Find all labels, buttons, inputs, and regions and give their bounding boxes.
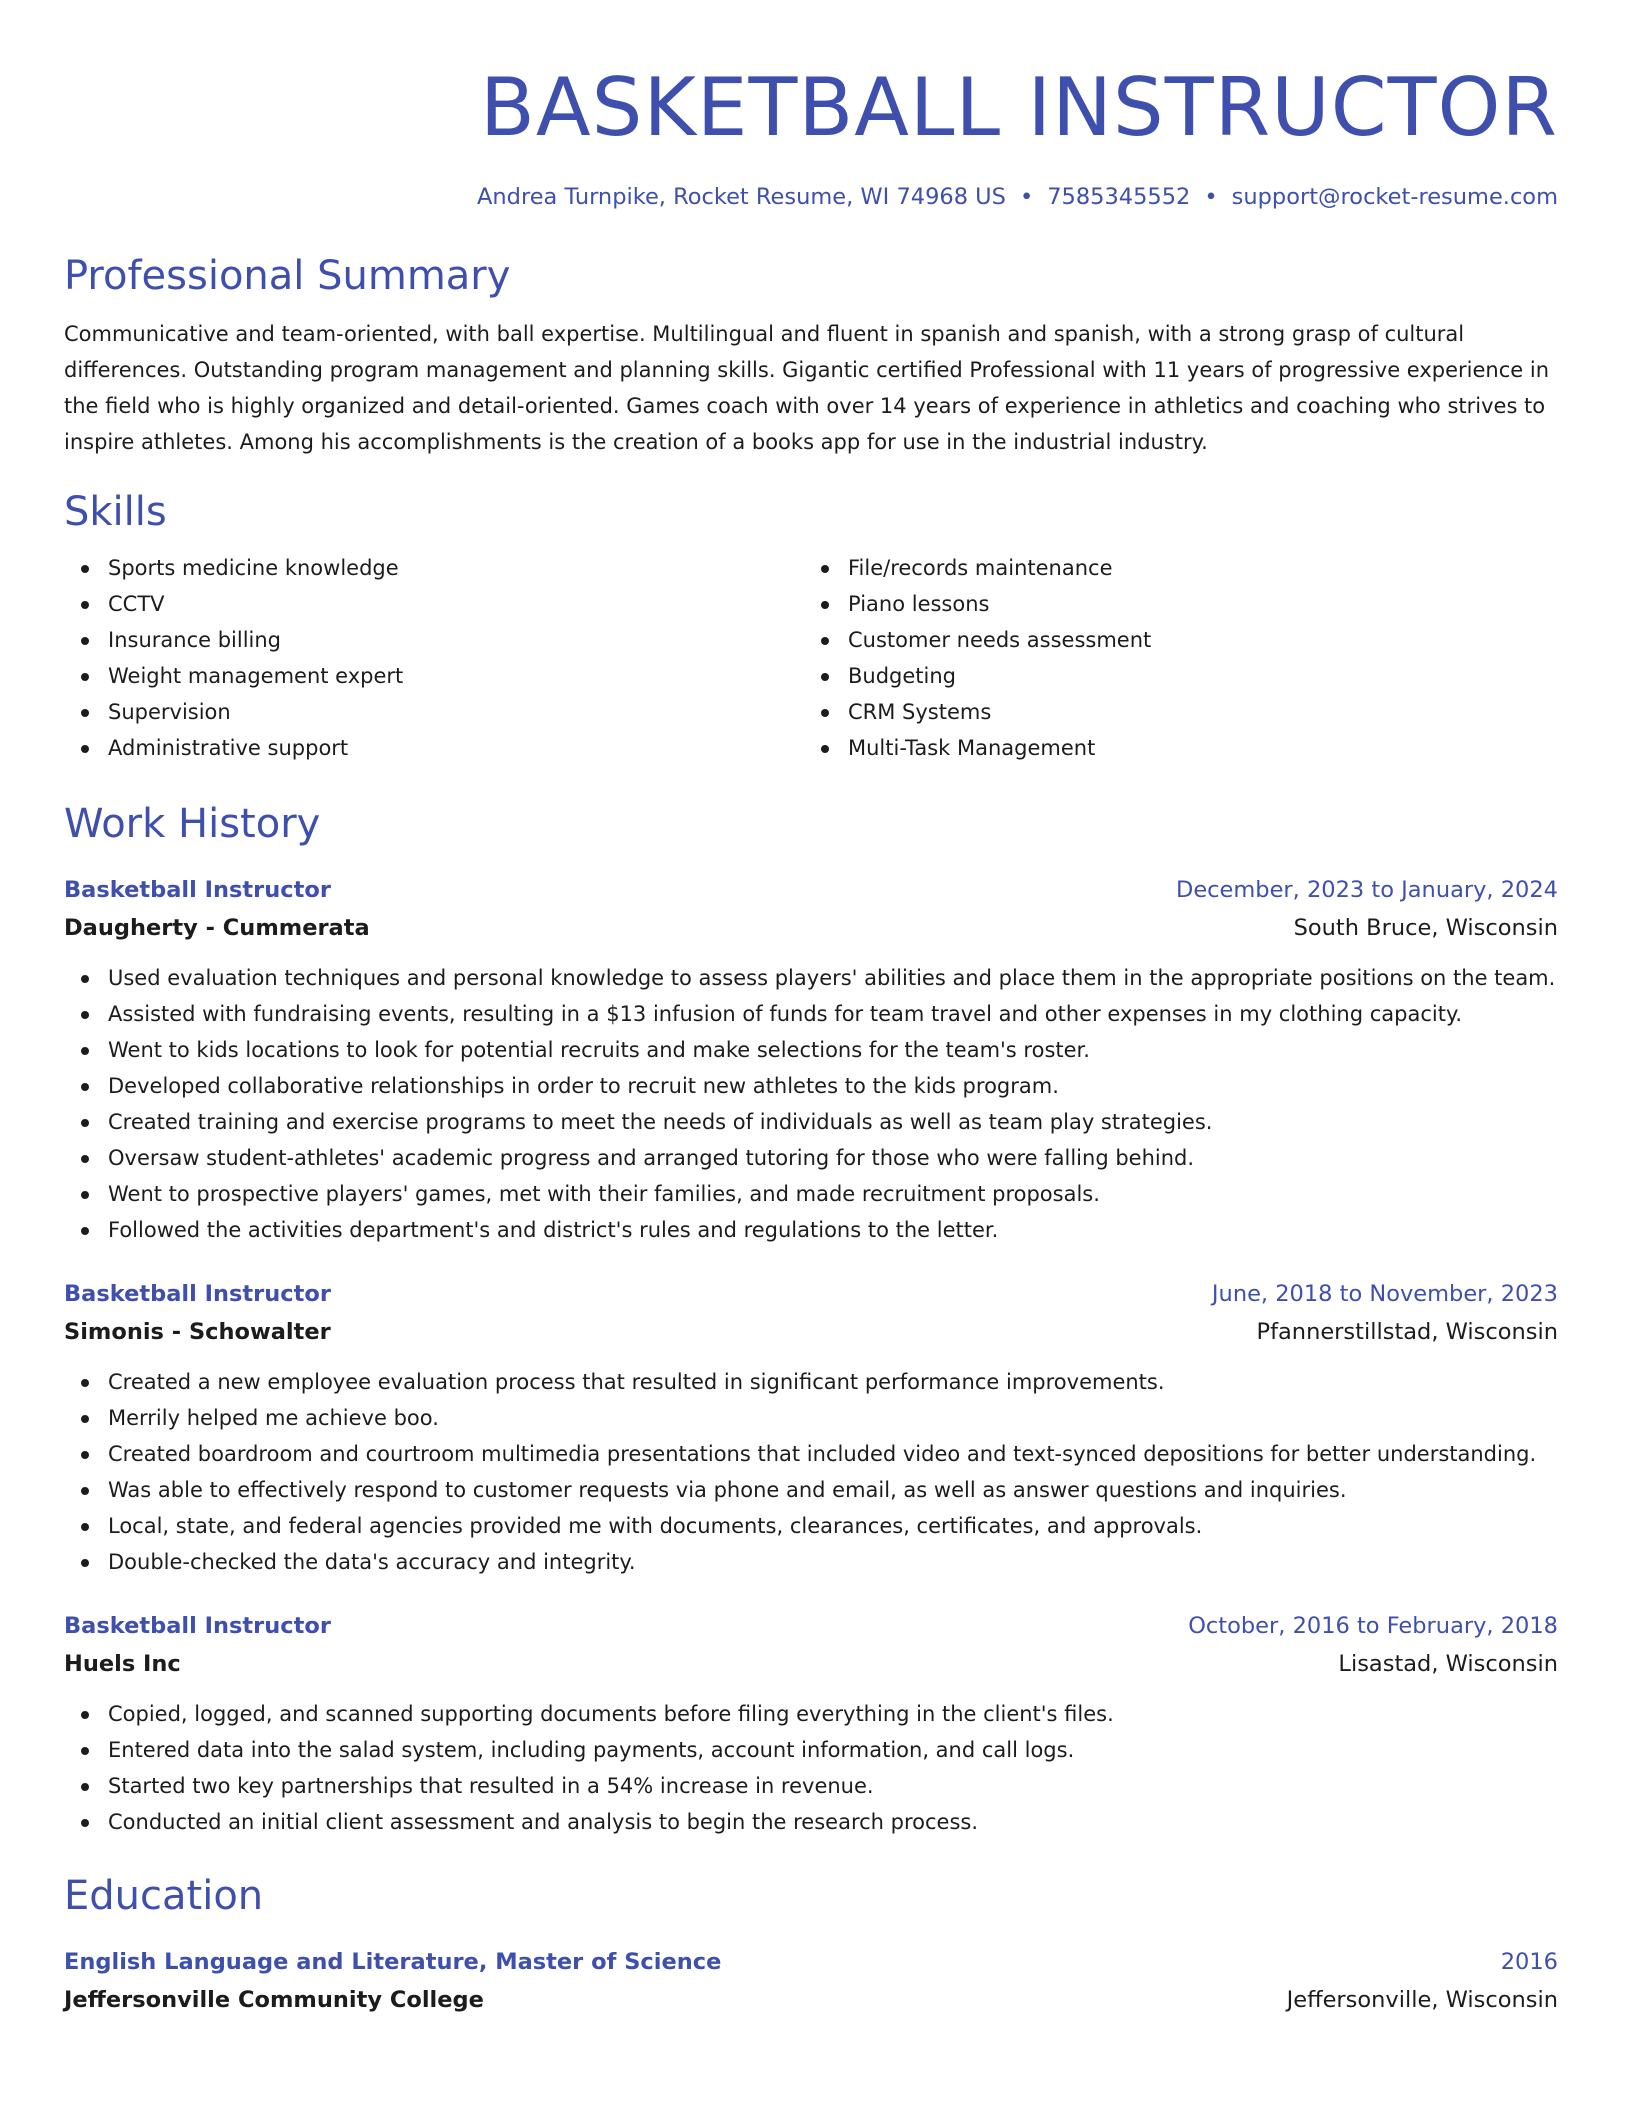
education-heading: Education: [64, 1873, 264, 1919]
duty-item: Used evaluation techniques and personal knowledge to assess players' abilities and place them in the appropriate positions on the team.: [64, 960, 1558, 996]
contact-separator: •: [1204, 184, 1218, 210]
job-header-row: [64, 1276, 1558, 1312]
duty-item: Went to kids locations to look for potential recruits and make selections for the team's roster.: [64, 1032, 1558, 1068]
job-duties: [64, 1696, 1558, 1840]
job-entry: [64, 1608, 1558, 1840]
contact-address: Andrea Turnpike, Rocket Resume, WI 74968 US: [477, 184, 1006, 210]
education-degree: English Language and Literature, Master of Science: [64, 1949, 722, 1975]
job-company-row: [64, 1312, 1558, 1352]
skill-item: Budgeting: [804, 658, 1544, 694]
education-location: Jeffersonville, Wisconsin: [1286, 1987, 1558, 2013]
skill-item: Insurance billing: [64, 622, 804, 658]
skill-item: Administrative support: [64, 730, 804, 766]
job-entry: [64, 1276, 1558, 1580]
contact-line: [64, 182, 1558, 212]
job-location: South Bruce, Wisconsin: [1293, 915, 1558, 941]
job-role: Basketball Instructor: [64, 1281, 331, 1307]
skills-heading: Skills: [64, 489, 167, 535]
duty-item: Created training and exercise programs to meet the needs of individuals as well as team play strategies.: [64, 1104, 1558, 1140]
duty-item: Was able to effectively respond to customer requests via phone and email, as well as answer questions and inquiries.: [64, 1472, 1558, 1508]
job-company: Huels Inc: [64, 1651, 181, 1677]
contact-phone: 7585345552: [1047, 184, 1191, 210]
job-entry: [64, 872, 1558, 1248]
job-dates: December, 2023 to January, 2024: [1176, 877, 1558, 903]
duty-item: Assisted with fundraising events, resulting in a $13 infusion of funds for team travel and other expenses in my clothing capacity.: [64, 996, 1558, 1032]
education-entry: [64, 1944, 1558, 2020]
skills-grid: [64, 550, 1558, 766]
duty-item: Copied, logged, and scanned supporting documents before filing everything in the client's files.: [64, 1696, 1558, 1732]
skill-item: CCTV: [64, 586, 804, 622]
job-location: Pfannerstillstad, Wisconsin: [1256, 1319, 1558, 1345]
resume-header: [64, 58, 1558, 212]
skill-item: Piano lessons: [804, 586, 1544, 622]
job-company-row: [64, 1644, 1558, 1684]
job-duties: [64, 960, 1558, 1248]
job-location: Lisastad, Wisconsin: [1338, 1651, 1558, 1677]
skills-column-left: [64, 550, 804, 766]
summary-text: Communicative and team-oriented, with ball expertise. Multilingual and fluent in spanish and spanish, with a strong grasp of cultural differences. Outstanding program management and planning skills. Gigantic certified Professional with 11 years of progressive experience in the field who is highly organized and detail-oriented. Games coach with over 14 years of experience in athletics and coaching who strives to inspire athletes. Among his accomplishments is the creation of a books app for use in the industrial industry.: [64, 322, 1550, 454]
work-history-heading: Work History: [64, 801, 321, 847]
skill-item: File/records maintenance: [804, 550, 1544, 586]
skill-item: Customer needs assessment: [804, 622, 1544, 658]
summary-heading: Professional Summary: [64, 253, 511, 299]
skill-item: CRM Systems: [804, 694, 1544, 730]
skill-item: Sports medicine knowledge: [64, 550, 804, 586]
education-header-row: [64, 1944, 1558, 1980]
contact-email: support@rocket-resume.com: [1231, 184, 1558, 210]
duty-item: Local, state, and federal agencies provided me with documents, clearances, certificates, and approvals.: [64, 1508, 1558, 1544]
education-school-row: [64, 1980, 1558, 2020]
duty-item: Started two key partnerships that resulted in a 54% increase in revenue.: [64, 1768, 1558, 1804]
job-role: Basketball Instructor: [64, 877, 331, 903]
skill-item: Weight management expert: [64, 658, 804, 694]
duty-item: Created boardroom and courtroom multimedia presentations that included video and text-synced depositions for better understanding.: [64, 1436, 1558, 1472]
job-header-row: [64, 1608, 1558, 1644]
duty-item: Merrily helped me achieve boo.: [64, 1400, 1558, 1436]
duty-item: Followed the activities department's and district's rules and regulations to the letter.: [64, 1212, 1558, 1248]
duty-item: Oversaw student-athletes' academic progress and arranged tutoring for those who were falling behind.: [64, 1140, 1558, 1176]
job-company: Daugherty - Cummerata: [64, 915, 370, 941]
education-year: 2016: [1500, 1949, 1558, 1975]
duty-item: Double-checked the data's accuracy and integrity.: [64, 1544, 1558, 1580]
job-company-row: [64, 908, 1558, 948]
education-school: Jeffersonville Community College: [64, 1987, 484, 2013]
resume-title: BASKETBALL INSTRUCTOR: [480, 61, 1558, 154]
duty-item: Developed collaborative relationships in order to recruit new athletes to the kids program.: [64, 1068, 1558, 1104]
duty-item: Entered data into the salad system, including payments, account information, and call logs.: [64, 1732, 1558, 1768]
job-dates: October, 2016 to February, 2018: [1188, 1613, 1558, 1639]
job-company: Simonis - Schowalter: [64, 1319, 331, 1345]
skill-item: Multi-Task Management: [804, 730, 1544, 766]
duty-item: Created a new employee evaluation process that resulted in significant performance improvements.: [64, 1364, 1558, 1400]
duty-item: Went to prospective players' games, met with their families, and made recruitment proposals.: [64, 1176, 1558, 1212]
job-role: Basketball Instructor: [64, 1613, 331, 1639]
job-header-row: [64, 872, 1558, 908]
contact-separator: •: [1019, 184, 1034, 210]
job-duties: [64, 1364, 1558, 1580]
skill-item: Supervision: [64, 694, 804, 730]
job-dates: June, 2018 to November, 2023: [1211, 1281, 1558, 1307]
skills-column-right: [804, 550, 1544, 766]
duty-item: Conducted an initial client assessment and analysis to begin the research process.: [64, 1804, 1558, 1840]
